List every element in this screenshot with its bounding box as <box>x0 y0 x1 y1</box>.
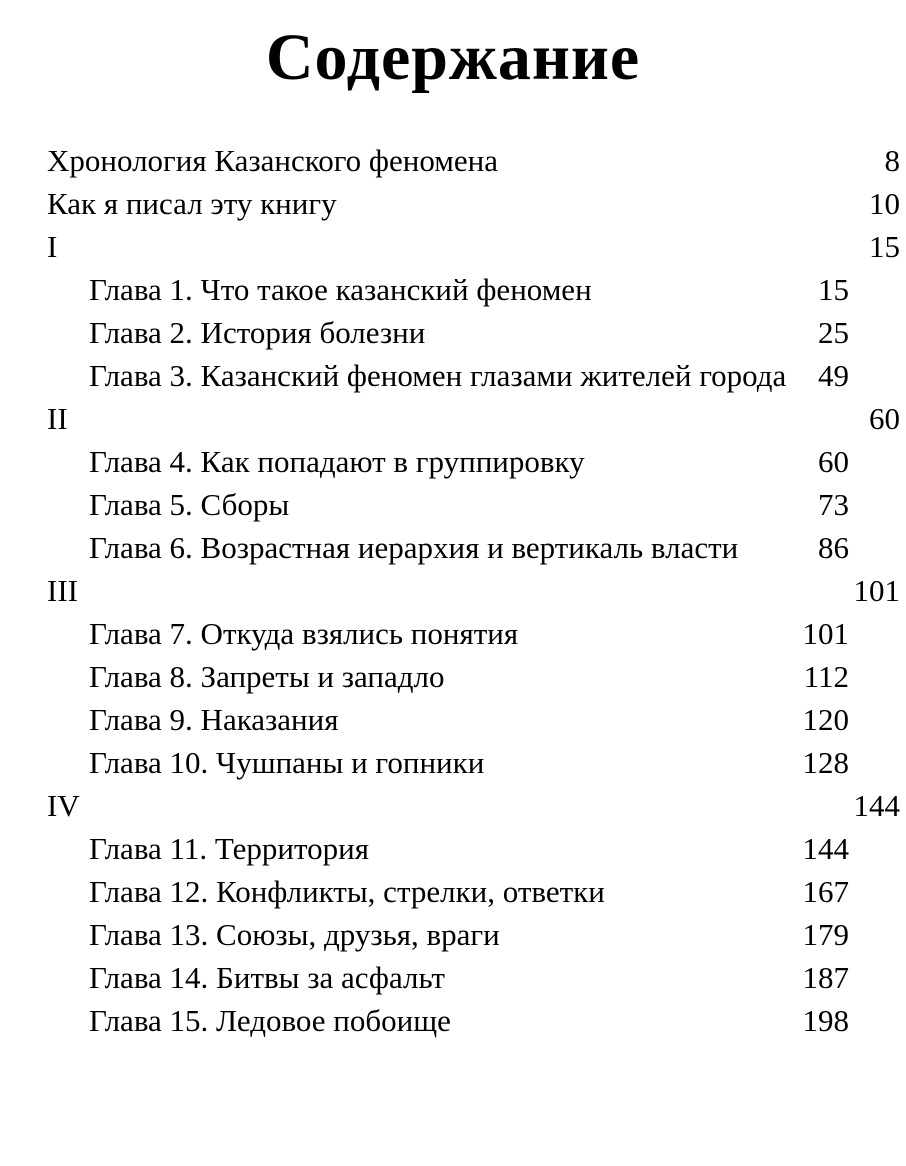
toc-entry-page: 49 <box>818 358 849 393</box>
toc-chapter-13[interactable] <box>47 913 900 956</box>
toc-entry-page: 101 <box>853 573 900 608</box>
toc-chapter-6[interactable] <box>47 526 900 569</box>
toc-entry-page: 8 <box>884 143 900 178</box>
toc-part-label: I <box>47 229 58 264</box>
toc-entry-page: 112 <box>803 659 849 694</box>
toc-entry-page: 60 <box>869 401 900 436</box>
toc-part-label: III <box>47 573 78 608</box>
toc-entry-page: 15 <box>869 229 900 264</box>
toc-entry-page: 120 <box>802 702 849 737</box>
toc-chapter-label: Глава 8. Запреты и западло <box>89 659 445 694</box>
toc-part-2[interactable] <box>47 397 900 440</box>
toc-part-3[interactable] <box>47 569 900 612</box>
toc-entry-page: 167 <box>802 874 849 909</box>
toc-part-4[interactable] <box>47 784 900 827</box>
toc-chapter-label: Глава 3. Казанский феномен глазами жителей города <box>89 358 787 393</box>
page-title: Содержание <box>265 21 641 94</box>
toc-part-1[interactable] <box>47 225 900 268</box>
toc-chapter-label: Глава 7. Откуда взялись понятия <box>89 616 519 651</box>
toc-entry-page: 144 <box>802 831 849 866</box>
toc-chapter-11[interactable] <box>47 827 900 870</box>
toc-entry-page: 144 <box>853 788 900 823</box>
toc-chapter-2[interactable] <box>47 311 900 354</box>
toc-chapter-15[interactable] <box>47 999 900 1042</box>
toc-entry-how-i-wrote[interactable] <box>47 182 900 225</box>
toc-chapter-1[interactable] <box>47 268 900 311</box>
toc-chapter-label: Глава 1. Что такое казанский феномен <box>89 272 592 307</box>
toc-chapter-label: Глава 12. Конфликты, стрелки, ответки <box>89 874 605 909</box>
toc-entry-page: 10 <box>869 186 900 221</box>
toc-chapter-4[interactable] <box>47 440 900 483</box>
toc-chapter-3[interactable] <box>47 354 900 397</box>
toc-entry-page: 73 <box>818 487 849 522</box>
toc-part-label: IV <box>47 788 80 823</box>
toc-chapter-label: Глава 9. Наказания <box>89 702 339 737</box>
toc-part-label: II <box>47 401 68 436</box>
toc-chapter-8[interactable] <box>47 655 900 698</box>
toc-chapter-label: Глава 14. Битвы за асфальт <box>89 960 445 995</box>
toc-entry-page: 187 <box>802 960 849 995</box>
toc-entry-page: 179 <box>802 917 849 952</box>
toc-chapter-10[interactable] <box>47 741 900 784</box>
toc-entry-page: 86 <box>818 530 849 565</box>
toc-chapter-label: Глава 10. Чушпаны и гопники <box>89 745 485 780</box>
toc-chapter-label: Глава 4. Как попадают в группировку <box>89 444 585 479</box>
toc-chapter-label: Глава 15. Ледовое побоище <box>89 1003 451 1038</box>
toc-entry-label: Хронология Казанского феномена <box>47 143 498 178</box>
toc-entry-page: 60 <box>818 444 849 479</box>
toc-chapter-label: Глава 6. Возрастная иерархия и вертикаль власти <box>89 530 739 565</box>
toc-chapter-label: Глава 5. Сборы <box>89 487 290 522</box>
toc-chapter-7[interactable] <box>47 612 900 655</box>
toc-entry-page: 25 <box>818 315 849 350</box>
table-of-contents <box>47 139 900 1042</box>
toc-chapter-label: Глава 13. Союзы, друзья, враги <box>89 917 500 952</box>
toc-chapter-label: Глава 2. История болезни <box>89 315 426 350</box>
toc-chapter-5[interactable] <box>47 483 900 526</box>
toc-chapter-label: Глава 11. Территория <box>89 831 369 866</box>
toc-entry-page: 101 <box>802 616 849 651</box>
toc-entry-label: Как я писал эту книгу <box>47 186 337 221</box>
toc-chapter-12[interactable] <box>47 870 900 913</box>
toc-entry-page: 128 <box>802 745 849 780</box>
toc-entry-chronology[interactable] <box>47 139 900 182</box>
toc-entry-page: 198 <box>802 1003 849 1038</box>
toc-entry-page: 15 <box>818 272 849 307</box>
toc-chapter-14[interactable] <box>47 956 900 999</box>
toc-chapter-9[interactable] <box>47 698 900 741</box>
